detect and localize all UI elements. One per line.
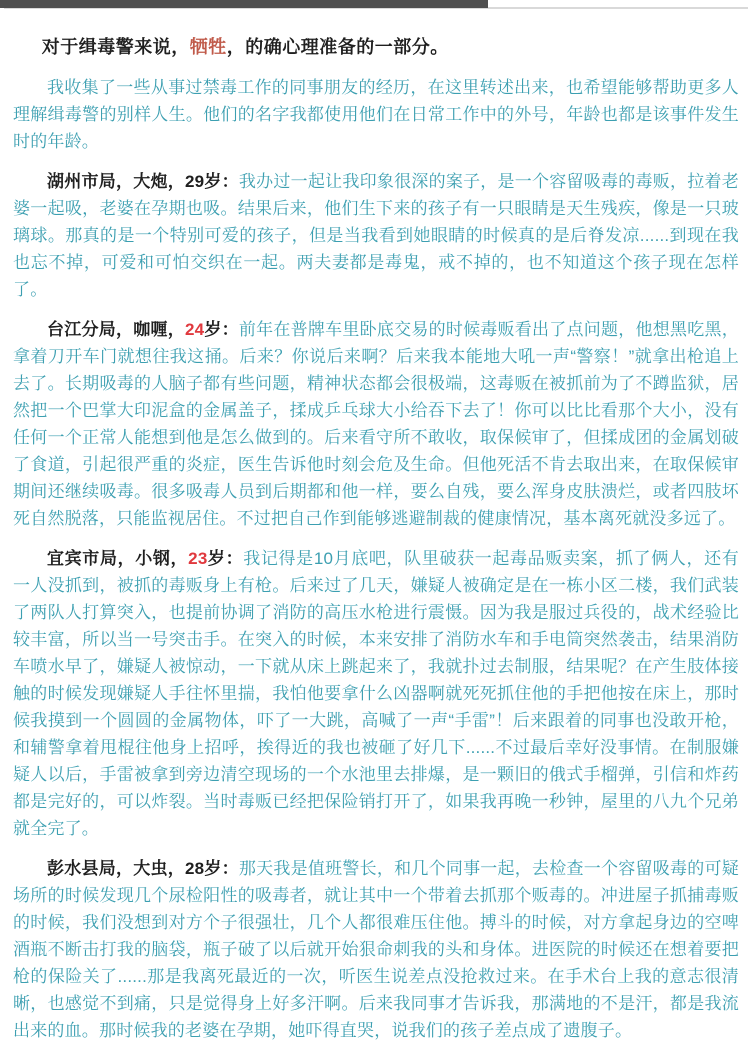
intro-paragraph: 我收集了一些从事过禁毒工作的同事朋友的经历，在这里转述出来，也希望能够帮助更多人理解缉毒警的别样人生。他们的名字我都使用他们在日常工作中的外号，年龄也都是该事件发生时的年龄。: [13, 78, 739, 151]
title-suffix: ，的确心理准备的一部分。: [226, 37, 449, 57]
story-text: 我办过一起让我印象很深的案子，是一个容留吸毒的毒贩，拉着老婆一起吸，老婆在孕期也吸。结果后来，他们生下来的孩子有一只眼睛是天生残疾，像是一只玻璃球。那真的是一个特别可爱的孩子，但是当我看到她眼睛的时候真的是后脊发凉......到现在我也忘不掉，可爱和可怕交织在一起。两夫妻都是毒鬼，戒不掉的，也不知道这个孩子现在怎样了。: [13, 172, 739, 299]
page-title: [13, 34, 739, 61]
story-header: [47, 172, 239, 191]
title-prefix: 对于缉毒警来说，: [41, 37, 190, 57]
story-age: 29: [184, 172, 205, 191]
story-age-suffix: 岁：: [204, 859, 239, 878]
story-paragraph-pengshui: [13, 855, 739, 1044]
divider-dark-rule: [0, 0, 488, 8]
story-age-suffix: 岁：: [204, 320, 239, 339]
story-paragraph-huzhou: [13, 168, 739, 303]
story-header: [47, 320, 239, 339]
story-age: 23: [188, 549, 208, 568]
story-header: [47, 549, 243, 568]
title-highlight: 牺牲: [189, 37, 227, 57]
story-age-suffix: 岁：: [204, 172, 239, 191]
article-content: [0, 34, 752, 1064]
story-text: 那天我是值班警长，和几个同事一起，去检查一个容留吸毒的可疑场所的时候发现几个尿检阳性的吸毒者，就让其中一个带着去抓那个贩毒的。冲进屋子抓捕毒贩的时候，我们没想到对方个子很强壮，几个人都很难压住他。搏斗的时候，对方拿起身边的空啤酒瓶不断击打我的脑袋，瓶子破了以后就开始狠命刺我的头和身体。进医院的时候还在想着要把枪的保险关了......那是我离死最近的一次，听医生说差点没抢救过来。在手术台上我的意志很清晰，也感觉不到痛，只是觉得身上好多汗啊。后来我同事才告诉我，那满地的不是汗，都是我流出来的血。那时候我的老婆在孕期，她吓得直哭，说我们的孩子差点成了遗腹子。: [13, 859, 739, 1040]
story-paragraph-taijiang: [13, 316, 739, 532]
story-header: [47, 859, 239, 878]
story-text: 前年在普牌车里卧底交易的时候毒贩看出了点问题，他想黑吃黑，拿着刀开车门就想往我这捅。后来？你说后来啊？后来我本能地大吼一声“警察！”就拿出枪追上去了。长期吸毒的人脑子都有些问题，精神状态都会很极端，这毒贩在被抓前为了不蹲监狱，居然把一个巴掌大印泥盒的金属盖子，揉成乒乓球大小给吞下去了！你可以比比看那个大小，没有任何一个正常人能想到他是怎么做到的。后来看守所不敢收，取保候审了，但揉成团的金属划破了食道，引起很严重的炎症，医生告诉他时刻会危及生命。但他死活不肯去取出来，在取保候审期间还继续吸毒。很多吸毒人员到后期都和他一样，要么自残，要么浑身皮肤溃烂，或者四肢坏死自然脱落，只能监视居住。不过把自己作到能够逃避制裁的健康情况，基本离死就没多远了。: [13, 320, 739, 528]
top-divider: [0, 0, 752, 12]
story-age: 24: [184, 320, 205, 339]
story-bureau-alias: 宜宾市局，小钢，: [47, 549, 189, 568]
story-text: 我记得是10月底吧，队里破获一起毒品贩卖案，抓了俩人，还有一人没抓到，被抓的毒贩身上有枪。后来过了几天，嫌疑人被确定是在一栋小区二楼，我们武装了两队人打算突入，也提前协调了消防的高压水枪进行震慑。因为我是服过兵役的，战术经验比较丰富，所以当一号突击手。在突入的时候，本来安排了消防水车和手电筒突然袭击，结果消防车喷水早了，嫌疑人被惊动，一下就从床上跳起来了，我就扑过去制服，结果呢？在产生肢体接触的时候发现嫌疑人手往怀里揣，我怕他要拿什么凶器啊就死死抓住他的手把他按在床上，那时候我摸到一个圆圆的金属物体，吓了一大跳，高喊了一声“手雷”！后来跟着的同事也没敢开枪，和辅警拿着甩棍往他身上招呼，挨得近的我也被砸了好几下......不过最后幸好没事情。在制服嫌疑人以后，手雷被拿到旁边清空现场的一个水池里去排爆，是一颗旧的俄式手榴弹，引信和炸药都是完好的，可以炸裂。当时毒贩已经把保险销打开了，如果我再晚一秒钟，屋里的八九个兄弟就全完了。: [13, 549, 739, 838]
story-age-suffix: 岁：: [207, 549, 244, 568]
story-paragraph-yibin: [13, 545, 739, 842]
story-bureau-alias: 台江分局，咖喱，: [47, 320, 185, 339]
story-bureau-alias: 湖州市局，大炮，: [47, 172, 185, 191]
story-age: 28: [184, 859, 205, 878]
story-bureau-alias: 彭水县局，大虫，: [47, 859, 185, 878]
